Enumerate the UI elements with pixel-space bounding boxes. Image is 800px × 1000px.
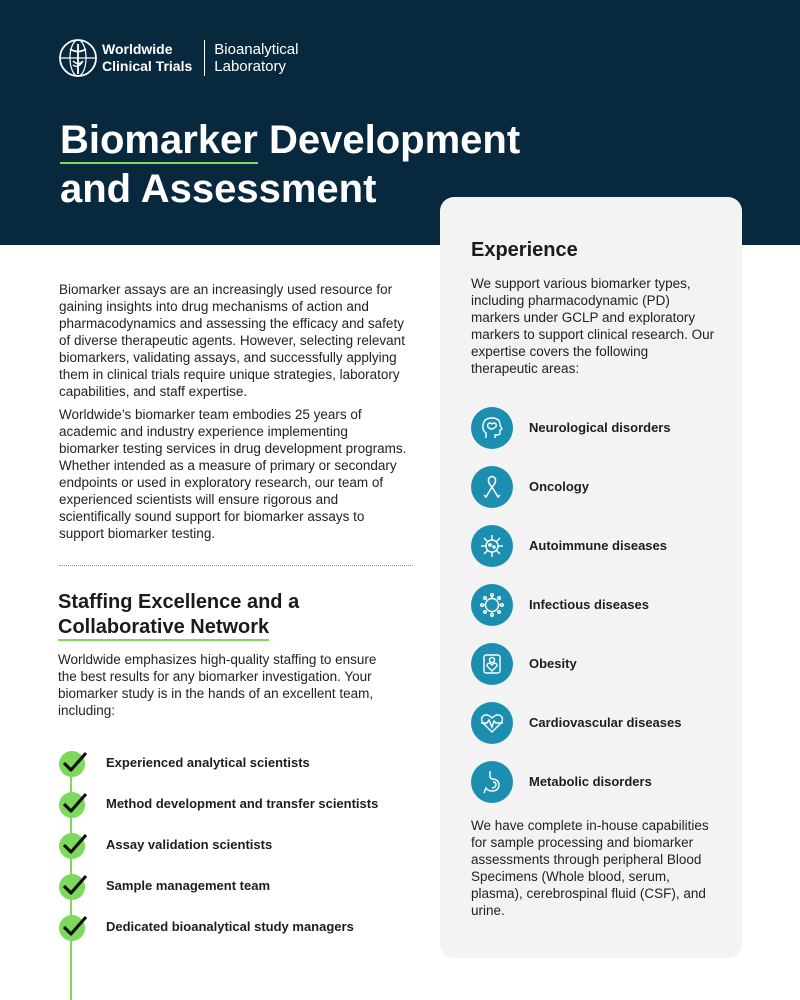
checkmark-icon xyxy=(58,789,88,819)
virus-icon xyxy=(471,584,513,626)
staffing-heading-line-2: Collaborative Network xyxy=(58,616,270,638)
caduceus-globe-icon xyxy=(58,38,98,78)
checklist-item xyxy=(58,865,378,906)
stomach-icon xyxy=(471,761,513,803)
therapeutic-areas-list xyxy=(471,398,681,811)
logo-line-2: Clinical Trials xyxy=(102,58,193,74)
staffing-paragraph: Worldwide emphasizes high-quality staffing to ensure the best results for any biomarker investigation. Your biomarker study is in the hands of an excellent team, including: xyxy=(58,652,377,718)
checklist-label: Method development and transfer scientists xyxy=(106,796,379,811)
brain-head-icon xyxy=(471,407,513,449)
staffing-heading xyxy=(58,590,299,640)
checklist-label: Assay validation scientists xyxy=(106,837,273,852)
checkmark-icon xyxy=(58,748,88,778)
experience-heading: Experience xyxy=(471,239,578,261)
area-label: Obesity xyxy=(529,656,577,671)
checkmark-icon xyxy=(58,830,88,860)
checkmark-icon xyxy=(58,871,88,901)
dotted-divider xyxy=(59,565,413,566)
area-label: Cardiovascular diseases xyxy=(529,715,682,730)
checklist-item xyxy=(58,824,378,865)
therapeutic-area-item xyxy=(471,398,681,457)
staff-checklist xyxy=(58,742,378,947)
lab-name xyxy=(214,41,298,75)
therapeutic-area-item xyxy=(471,752,681,811)
therapeutic-area-item xyxy=(471,516,681,575)
scale-heart-icon xyxy=(471,643,513,685)
checkmark-icon xyxy=(58,912,88,942)
logo-divider xyxy=(204,40,205,76)
intro-paragraph-2: Worldwide’s biomarker team embodies 25 years of academic and industry experience implementing biomarker testing services in drug development programs. Whether intended as a measure of primary or secondary endpoints or used in exploratory research, our team of experienced scientists will ensure rigorous and scientifically sound support for biomarker assays to support biomarker testing. xyxy=(59,407,407,541)
area-label: Neurological disorders xyxy=(529,420,671,435)
experience-card xyxy=(440,197,742,958)
therapeutic-area-item xyxy=(471,457,681,516)
checklist-item xyxy=(58,783,378,824)
area-label: Autoimmune diseases xyxy=(529,538,667,553)
cancer-ribbon-icon xyxy=(471,466,513,508)
area-label: Infectious diseases xyxy=(529,597,649,612)
checklist-label: Experienced analytical scientists xyxy=(106,755,310,770)
experience-paragraph: We support various biomarker types, including pharmacodynamic (PD) markers under GCLP and exploratory markers to support clinical research. Our expertise covers the following therapeutic areas: xyxy=(471,276,715,376)
checklist-label: Sample management team xyxy=(106,878,271,893)
checklist-label: Dedicated bioanalytical study managers xyxy=(106,919,354,934)
checklist-item xyxy=(58,906,378,947)
heartbeat-icon xyxy=(471,702,513,744)
therapeutic-area-item xyxy=(471,693,681,752)
intro-paragraph-1: Biomarker assays are an increasingly used resource for gaining insights into drug mechanisms of action and pharmacodynamics and assessing the efficacy and safety of diverse therapeutic agents. However, selecting relevant biomarkers, validating assays, and successfully applying them in clinical trials require unique strategies, laboratory capabilities, and staff expertise. xyxy=(59,282,405,399)
checklist-item xyxy=(58,742,378,783)
title-highlight: Biomarker xyxy=(60,118,258,162)
logo-line-1: Worldwide xyxy=(102,41,173,57)
capabilities-paragraph: We have complete in-house capabilities for sample processing and biomarker assessments through peripheral Blood Specimens (Whole blood, serum, plasma), cerebrospinal fluid (CSF), and urine. xyxy=(471,818,709,918)
area-label: Metabolic disorders xyxy=(529,774,652,789)
company-logo[interactable] xyxy=(58,38,298,78)
lab-line-2: Laboratory xyxy=(214,58,286,75)
immune-cell-icon xyxy=(471,525,513,567)
lab-line-1: Bioanalytical xyxy=(214,41,299,58)
logo-wordmark xyxy=(102,41,192,75)
title-rest: Development xyxy=(257,118,521,162)
therapeutic-area-item xyxy=(471,634,681,693)
therapeutic-area-item xyxy=(471,575,681,634)
intro-section xyxy=(59,281,411,548)
title-line-2: and Assessment xyxy=(60,167,377,211)
staffing-heading-line-1: Staffing Excellence and a xyxy=(58,591,300,613)
area-label: Oncology xyxy=(529,479,589,494)
